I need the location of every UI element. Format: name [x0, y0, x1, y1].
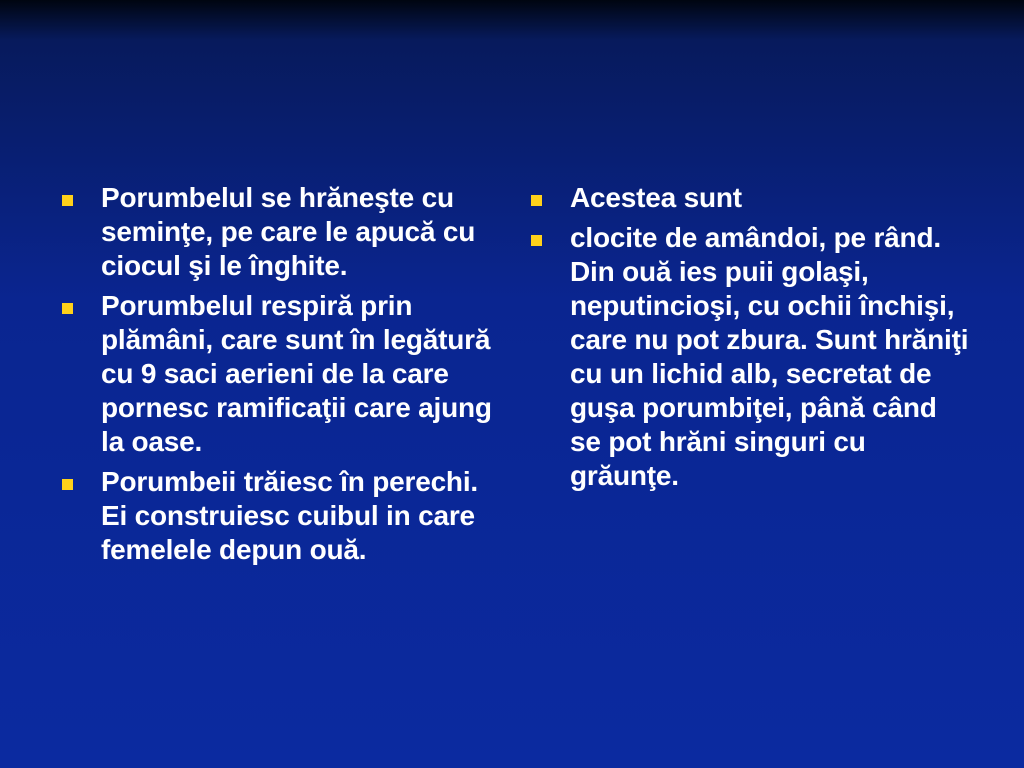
square-bullet-icon	[62, 479, 73, 490]
bullet-item	[62, 465, 502, 567]
square-bullet-icon	[531, 195, 542, 206]
bullet-item	[531, 221, 971, 493]
bullet-text: clocite de amândoi, pe rând. Din ouă ies puii golaşi, neputincioşi, cu ochii închişi, care nu pot zbura. Sunt hrăniţi cu un lichid alb, secretat de guşa porumbiţei, până când se pot hrăni singuri cu grăunţe.	[570, 222, 969, 491]
square-bullet-icon	[62, 195, 73, 206]
bullet-item	[531, 181, 971, 215]
bullet-item	[62, 289, 502, 459]
square-bullet-icon	[62, 303, 73, 314]
bullet-text: Porumbelul se hrăneşte cu seminţe, pe care le apucă cu ciocul şi le înghite.	[101, 182, 476, 281]
bullet-text: Porumbeii trăiesc în perechi. Ei construiesc cuibul in care femelele depun ouă.	[101, 466, 478, 565]
right-bullet-list	[531, 181, 971, 499]
bullet-text: Porumbelul respiră prin plămâni, care sunt în legătură cu 9 saci aerieni de la care pornesc ramificaţii care ajung la oase.	[101, 290, 492, 457]
square-bullet-icon	[531, 235, 542, 246]
left-bullet-list	[62, 181, 502, 573]
bullet-item	[62, 181, 502, 283]
bullet-text: Acestea sunt	[570, 182, 742, 213]
